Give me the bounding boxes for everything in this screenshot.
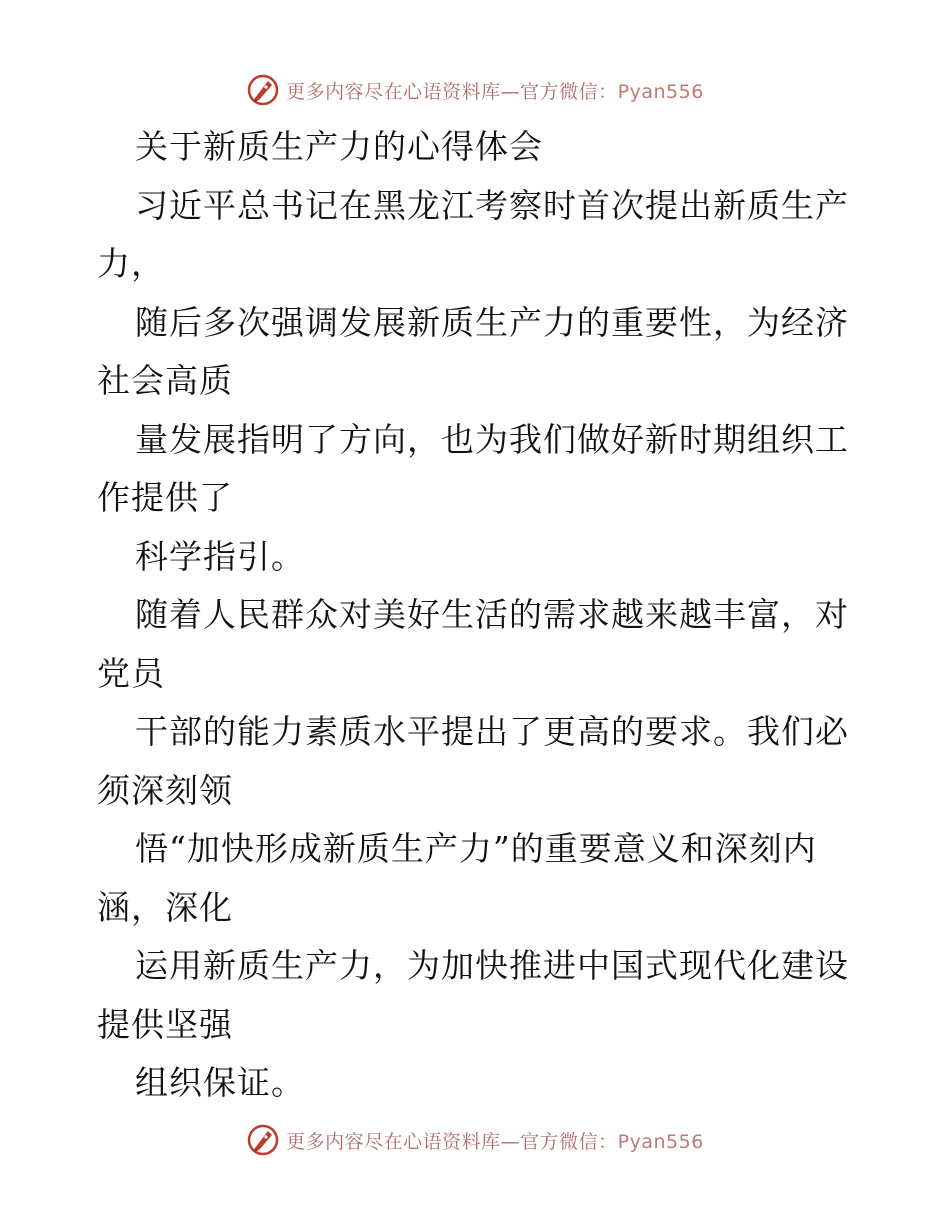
text-line: 量发展指明了方向，也为我们做好新时期组织工 xyxy=(135,419,849,459)
pen-nib-logo-icon xyxy=(246,1123,280,1157)
footer-banner xyxy=(0,1120,950,1160)
pen-nib-logo-icon xyxy=(246,73,280,107)
text-line: 习近平总书记在黑龙江考察时首次提出新质生产 xyxy=(135,185,849,225)
text-line: 涵，深化 xyxy=(97,887,233,927)
banner-text xyxy=(286,1127,704,1154)
text-line: 干部的能力素质水平提出了更高的要求。我们必 xyxy=(135,712,849,751)
banner-wechat-id: Pyan556 xyxy=(617,1130,704,1153)
text-line: 关于新质生产力的心得体会 xyxy=(135,127,543,166)
document-body xyxy=(97,118,857,1113)
banner-label: 更多内容尽在心语资料库—官方微信： xyxy=(286,80,618,103)
text-line: 社会高质 xyxy=(97,361,233,400)
text-line: 科学指引。 xyxy=(135,536,305,576)
header-banner xyxy=(0,70,950,110)
text-line: 党员 xyxy=(97,653,165,693)
text-line: 随着人民群众对美好生活的需求越来越丰富，对 xyxy=(135,595,849,634)
text-line: 作提供了 xyxy=(97,478,233,517)
text-line: 运用新质生产力，为加快推进中国式现代化建设 xyxy=(135,946,849,985)
text-line: 提供坚强 xyxy=(97,1004,233,1044)
text-line: 悟“加快形成新质生产力”的重要意义和深刻内 xyxy=(135,829,817,868)
text-line: 力， xyxy=(97,244,165,283)
text-line: 随后多次强调发展新质生产力的重要性，为经济 xyxy=(135,302,849,342)
banner-text xyxy=(286,77,704,104)
text-line: 组织保证。 xyxy=(135,1063,305,1102)
banner-wechat-id: Pyan556 xyxy=(617,80,704,103)
text-line: 须深刻领 xyxy=(97,770,233,810)
banner-label: 更多内容尽在心语资料库—官方微信： xyxy=(286,1130,618,1153)
